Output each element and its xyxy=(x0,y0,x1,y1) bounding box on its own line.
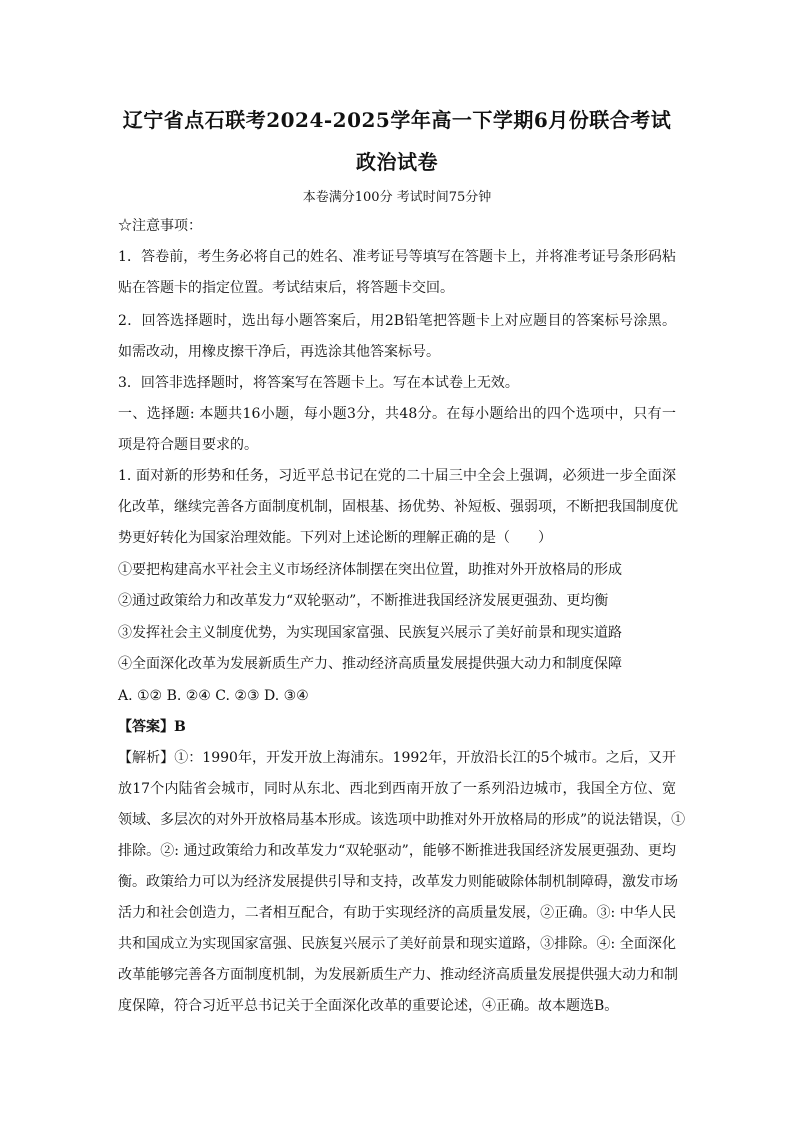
option-4: ④全面深化改革为发展新质生产力、推动经济高质量发展提供强大动力和制度保障 xyxy=(118,656,622,672)
option-2: ②通过政策给力和改革发力“双轮驱动”，不断推进我国经济发展更强劲、更均衡 xyxy=(118,593,609,609)
notice-item-1: 1．答卷前，考生务必将自己的姓名、准考证号等填写在答题卡上，并将准考证号条形码粘 xyxy=(118,249,676,265)
question-stem-cont: 化改革，继续完善各方面制度机制，固根基、扬优势、补短板、强弱项，不断把我国制度优 xyxy=(118,499,678,515)
analysis-line: 活力和社会创造力，二者相互配合，有助于实现经济的高质量发展，②正确。③: 中华人民 xyxy=(118,905,676,921)
exam-title: 辽宁省点石联考2024-2025学年高一下学期6月份联合考试 xyxy=(122,108,672,132)
answer: 【答案】B xyxy=(118,719,186,735)
analysis-line: 领域、多层次的对外开放格局基本形成。该选项中助推对外开放格局的形成”的说法错误，① xyxy=(118,812,686,828)
section-heading: 一、选择题: 本题共16小题，每小题3分，共48分。在每小题给出的四个选项中，只有一 xyxy=(118,406,676,422)
analysis-line: 改革能够完善各方面制度机制，为发展新质生产力、推动经济高质量发展提供强大动力和制 xyxy=(118,967,678,983)
notice-item-1-cont: 贴在答题卡的指定位置。考试结束后，将答题卡交回。 xyxy=(118,280,454,296)
question-stem: 1. 面对新的形势和任务，习近平总书记在党的二十届三中全会上强调，必须进一步全面深 xyxy=(118,468,676,484)
analysis-line: 共和国成立为实现国家富强、民族复兴展示了美好前景和现实道路，③排除。④: 全面深化 xyxy=(118,936,676,952)
section-heading-cont: 项是符合题目要求的。 xyxy=(118,437,258,453)
exam-info: 本卷满分100分 考试时间75分钟 xyxy=(302,190,492,205)
notice-item-2: 2．回答选择题时，选出每小题答案后，用2B铅笔把答题卡上对应题目的答案标号涂黑。 xyxy=(118,313,676,329)
analysis-line: 放17个内陆省会城市，同时从东北、西北到西南开放了一系列沿边城市，我国全方位、宽 xyxy=(118,781,676,797)
analysis-line: 衡。政策给力可以为经济发展提供引导和支持，改革发力则能破除体制机制障碍，激发市场 xyxy=(118,874,678,890)
analysis-end: 度保障，符合习近平总书记关于全面深化改革的重要论述，④正确。故本题选B。 xyxy=(118,998,619,1014)
analysis-line: 排除。②: 通过政策给力和改革发力“双轮驱动”，能够不断推进我国经济发展更强劲、更均 xyxy=(118,843,676,859)
option-1: ①要把构建高水平社会主义市场经济体制摆在突出位置，助推对外开放格局的形成 xyxy=(118,562,622,578)
question-stem-end: 势更好转化为国家治理效能。下列对上述论断的理解正确的是（ ） xyxy=(118,530,552,546)
exam-subject-title: 政治试卷 xyxy=(356,150,438,174)
option-3: ③发挥社会主义制度优势，为实现国家富强、民族复兴展示了美好前景和现实道路 xyxy=(118,625,622,641)
notice-item-3: 3．回答非选择题时，将答案写在答题卡上。写在本试卷上无效。 xyxy=(118,375,519,391)
answer-choices: A. ①② B. ②④ C. ②③ D. ③④ xyxy=(118,688,309,704)
analysis: 【解析】①：1990年，开发开放上海浦东。1992年，开放沿长江的5个城市。之后，又开 xyxy=(118,750,676,766)
notice-heading: ☆注意事项： xyxy=(118,218,202,234)
notice-item-2-cont: 如需改动，用橡皮擦干净后，再选涂其他答案标号。 xyxy=(118,344,440,360)
